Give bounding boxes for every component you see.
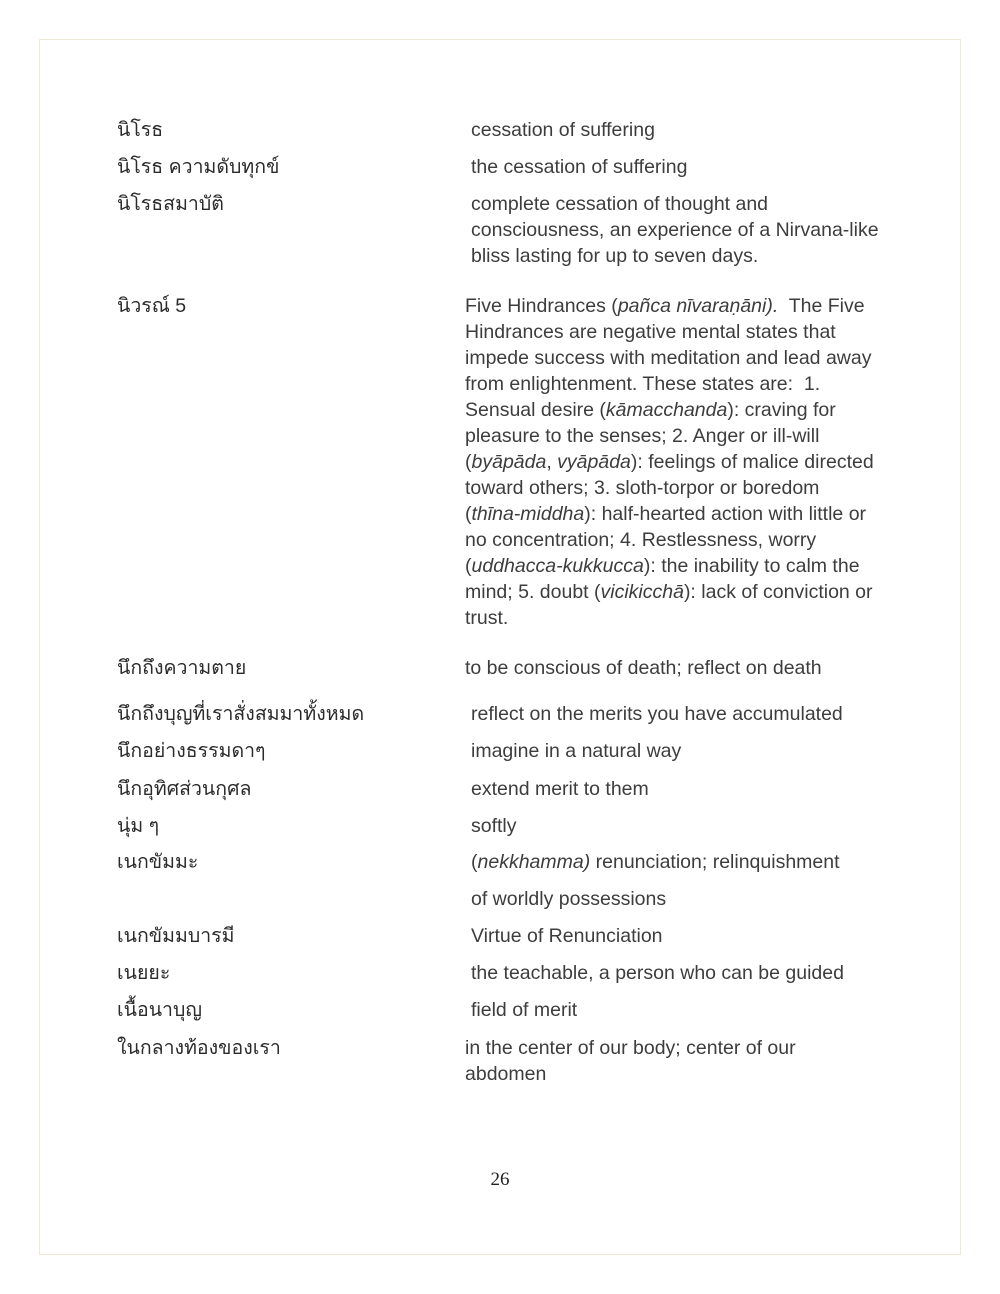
definition-line: trust.	[465, 607, 509, 629]
glossary-entry	[117, 655, 907, 681]
pali-term: uddhacca-kukkucca	[471, 555, 644, 577]
entry-term: นึกอุทิศส่วนกุศล	[117, 778, 252, 800]
entry-definition	[471, 923, 663, 949]
entry-term: นิวรณ์ 5	[117, 295, 187, 317]
definition-line: to be conscious of death; reflect on death	[465, 657, 822, 679]
entry-definition	[471, 154, 687, 180]
definition-line	[465, 501, 874, 527]
entry-term: เนื้อนาบุญ	[117, 999, 202, 1021]
pali-term: vyāpāda	[557, 451, 631, 473]
definition-line	[471, 849, 840, 875]
definition-text: The Five	[778, 295, 865, 317]
definition-text: Five Hindrances (	[465, 295, 618, 317]
glossary-entry	[117, 154, 907, 180]
pali-term: vicikicchā	[600, 581, 684, 603]
entry-term: นึกอย่างธรรมดาๆ	[117, 740, 266, 762]
definition-line: abdomen	[465, 1063, 547, 1085]
definition-line: cessation of suffering	[471, 119, 655, 141]
definition-text: ): feelings of malice directed	[630, 451, 874, 473]
glossary-entry	[117, 701, 907, 727]
definition-line: Hindrances are negative mental states that	[465, 321, 836, 343]
definition-text: ): the inability to calm the	[643, 555, 860, 577]
definition-line: pleasure to the senses; 2. Anger or ill-will	[465, 425, 820, 447]
definition-line: Virtue of Renunciation	[471, 925, 663, 947]
entry-definition	[471, 117, 655, 143]
definition-text: renunciation; relinquishment	[590, 851, 840, 873]
glossary-entry	[117, 1035, 907, 1085]
entry-definition	[471, 738, 681, 764]
glossary-entry	[117, 293, 907, 629]
definition-line: the cessation of suffering	[471, 156, 688, 178]
definition-text: (	[465, 555, 472, 577]
definition-line	[465, 293, 874, 319]
entry-term: เนยยะ	[117, 962, 171, 984]
definition-text: Sensual desire (	[465, 399, 606, 421]
glossary-entry	[117, 776, 907, 802]
entry-term: นิโรธสมาบัติ	[117, 193, 224, 215]
entry-term: นึกถึงความตาย	[117, 657, 247, 679]
definition-line: imagine in a natural way	[471, 740, 682, 762]
definition-line: consciousness, an experience of a Nirvana-like	[471, 219, 879, 241]
pali-term: thīna-middha	[471, 503, 585, 525]
pali-term: nekkhamma)	[477, 851, 591, 873]
entry-term: ในกลางท้องของเรา	[117, 1037, 281, 1059]
entry-definition	[471, 849, 840, 912]
glossary-entry	[117, 813, 907, 839]
definition-line	[465, 449, 874, 475]
entry-definition	[471, 701, 843, 727]
definition-line: impede success with meditation and lead away	[465, 347, 872, 369]
entry-definition	[465, 1035, 796, 1087]
entry-definition	[471, 776, 649, 802]
definition-line: complete cessation of thought and	[471, 193, 769, 215]
definition-line	[465, 553, 874, 579]
definition-line: field of merit	[471, 999, 578, 1021]
definition-line: in the center of our body; center of our	[465, 1037, 796, 1059]
definition-line	[465, 397, 874, 423]
pali-term: byāpāda	[471, 451, 547, 473]
definition-line: toward others; 3. sloth-torpor or boredom	[465, 477, 820, 499]
entry-definition	[471, 813, 517, 839]
definition-text: (	[471, 851, 478, 873]
definition-line: reflect on the merits you have accumulated	[471, 703, 843, 725]
entry-definition	[465, 293, 874, 631]
definition-line: the teachable, a person who can be guided	[471, 962, 844, 984]
glossary-entry	[117, 738, 907, 764]
entry-term: เนกขัมมบารมี	[117, 925, 235, 947]
pali-term: kāmacchanda	[605, 399, 728, 421]
definition-text: (	[465, 451, 472, 473]
entry-definition	[471, 997, 577, 1023]
definition-text: ): half-hearted action with little or	[584, 503, 867, 525]
glossary-entry	[117, 849, 907, 910]
entry-term: เนกขัมมะ	[117, 851, 199, 873]
entry-definition	[465, 655, 822, 681]
glossary-entry	[117, 117, 907, 143]
definition-line: extend merit to them	[471, 778, 649, 800]
definition-text: mind; 5. doubt (	[465, 581, 601, 603]
definition-line: no concentration; 4. Restlessness, worry	[465, 529, 817, 551]
entry-term: นิโรธ ความดับทุกข์	[117, 156, 280, 178]
definition-text: ): lack of conviction or	[683, 581, 873, 603]
entry-term: นึกถึงบุญที่เราสั่งสมมาทั้งหมด	[117, 703, 365, 725]
definition-text: (	[465, 503, 472, 525]
definition-line	[465, 579, 874, 605]
entry-definition	[471, 960, 844, 986]
glossary-entry	[117, 923, 907, 949]
definition-text: ,	[546, 451, 558, 473]
pali-term: pañca nīvaraṇāni).	[617, 295, 779, 317]
entry-definition	[471, 191, 879, 269]
definition-line: bliss lasting for up to seven days.	[471, 245, 759, 267]
definition-text: ): craving for	[727, 399, 836, 421]
definition-line: of worldly possessions	[471, 888, 667, 910]
glossary-entry	[117, 960, 907, 986]
entry-term: นุ่ม ๆ	[117, 815, 160, 837]
glossary-entry	[117, 191, 907, 267]
entry-term: นิโรธ	[117, 119, 164, 141]
definition-line: from enlightenment. These states are: 1.	[465, 373, 821, 395]
glossary-entry	[117, 997, 907, 1023]
definition-line: softly	[471, 815, 517, 837]
page-number: 26	[490, 1169, 510, 1190]
